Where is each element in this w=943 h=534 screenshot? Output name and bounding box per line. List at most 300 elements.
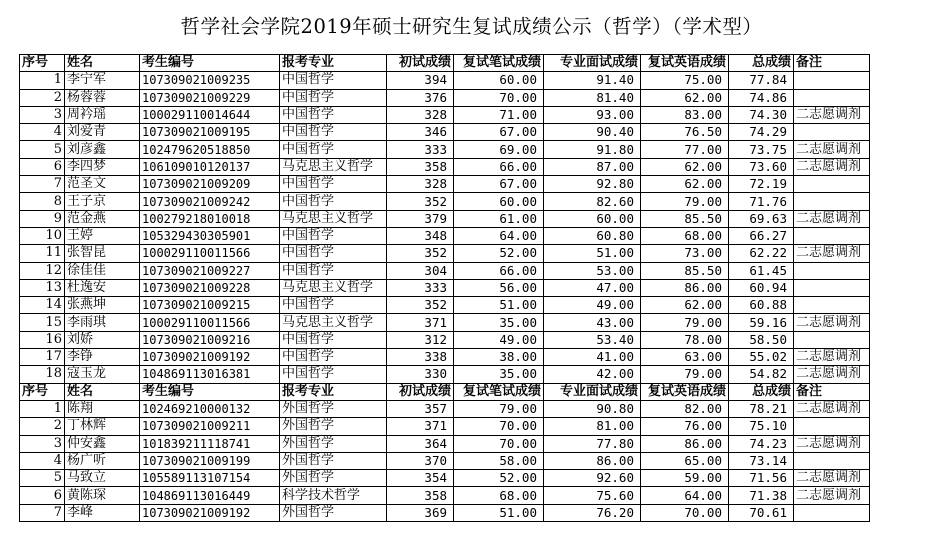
note-cell	[794, 279, 870, 296]
note-cell: 二志愿调剂	[794, 435, 870, 452]
exam-id-cell: 100029110014644	[140, 106, 280, 123]
english-score-cell: 62.00	[641, 176, 729, 193]
name-cell: 李宁军	[65, 72, 140, 89]
table-row	[20, 106, 870, 123]
total-score-cell: 74.30	[729, 106, 794, 123]
english-score-cell: 79.00	[641, 193, 729, 210]
total-score-cell: 66.27	[729, 227, 794, 244]
column-header: 考生编号	[140, 55, 280, 72]
column-header: 复试笔试成绩	[454, 55, 544, 72]
note-cell	[794, 227, 870, 244]
written-score-cell: 58.00	[454, 452, 544, 469]
major-cell: 中国哲学	[280, 349, 387, 366]
total-score-cell: 75.10	[729, 418, 794, 435]
prelim-score-cell: 328	[387, 176, 454, 193]
name-cell: 王子京	[65, 193, 140, 210]
column-header: 初试成绩	[387, 55, 454, 72]
written-score-cell: 66.00	[454, 158, 544, 175]
written-score-cell: 60.00	[454, 193, 544, 210]
table-row	[20, 141, 870, 158]
exam-id-cell: 107309021009216	[140, 331, 280, 348]
interview-score-cell: 60.80	[544, 227, 641, 244]
interview-score-cell: 92.80	[544, 176, 641, 193]
name-cell: 刘爱青	[65, 124, 140, 141]
english-score-cell: 79.00	[641, 314, 729, 331]
major-cell: 中国哲学	[280, 89, 387, 106]
major-cell: 马克思主义哲学	[280, 279, 387, 296]
table-row	[20, 349, 870, 366]
name-cell: 马致立	[65, 470, 140, 487]
table-row	[20, 452, 870, 469]
column-header: 备注	[794, 383, 870, 400]
exam-id-cell: 100029110011566	[140, 245, 280, 262]
note-cell: 二志愿调剂	[794, 349, 870, 366]
exam-id-cell: 107309021009211	[140, 418, 280, 435]
seq-cell: 4	[20, 452, 65, 469]
interview-score-cell: 91.80	[544, 141, 641, 158]
major-cell: 中国哲学	[280, 262, 387, 279]
major-cell: 中国哲学	[280, 124, 387, 141]
english-score-cell: 78.00	[641, 331, 729, 348]
english-score-cell: 65.00	[641, 452, 729, 469]
english-score-cell: 70.00	[641, 504, 729, 521]
column-header: 复试英语成绩	[641, 383, 729, 400]
prelim-score-cell: 376	[387, 89, 454, 106]
total-score-cell: 58.50	[729, 331, 794, 348]
name-cell: 丁林辉	[65, 418, 140, 435]
written-score-cell: 52.00	[454, 245, 544, 262]
written-score-cell: 67.00	[454, 124, 544, 141]
seq-cell: 3	[20, 106, 65, 123]
table-row	[20, 470, 870, 487]
written-score-cell: 35.00	[454, 366, 544, 383]
column-header: 复试笔试成绩	[454, 383, 544, 400]
note-cell	[794, 176, 870, 193]
seq-cell: 8	[20, 193, 65, 210]
major-cell: 中国哲学	[280, 227, 387, 244]
prelim-score-cell: 364	[387, 435, 454, 452]
major-cell: 外国哲学	[280, 418, 387, 435]
english-score-cell: 82.00	[641, 400, 729, 417]
major-cell: 中国哲学	[280, 193, 387, 210]
name-cell: 陈翔	[65, 400, 140, 417]
english-score-cell: 64.00	[641, 487, 729, 504]
total-score-cell: 71.38	[729, 487, 794, 504]
seq-cell: 6	[20, 487, 65, 504]
name-cell: 范金燕	[65, 210, 140, 227]
english-score-cell: 86.00	[641, 435, 729, 452]
seq-cell: 4	[20, 124, 65, 141]
exam-id-cell: 102469210000132	[140, 400, 280, 417]
seq-cell: 6	[20, 158, 65, 175]
table-header-row	[20, 383, 870, 400]
exam-id-cell: 107309021009235	[140, 72, 280, 89]
exam-id-cell: 101839211118741	[140, 435, 280, 452]
written-score-cell: 35.00	[454, 314, 544, 331]
exam-id-cell: 107309021009227	[140, 262, 280, 279]
seq-cell: 9	[20, 210, 65, 227]
exam-id-cell: 104869113016381	[140, 366, 280, 383]
total-score-cell: 60.88	[729, 297, 794, 314]
table-row	[20, 487, 870, 504]
note-cell: 二志愿调剂	[794, 400, 870, 417]
name-cell: 仲安鑫	[65, 435, 140, 452]
table-row	[20, 72, 870, 89]
exam-id-cell: 107309021009195	[140, 124, 280, 141]
english-score-cell: 62.00	[641, 89, 729, 106]
interview-score-cell: 90.80	[544, 400, 641, 417]
written-score-cell: 49.00	[454, 331, 544, 348]
prelim-score-cell: 352	[387, 245, 454, 262]
prelim-score-cell: 370	[387, 452, 454, 469]
exam-id-cell: 107309021009199	[140, 452, 280, 469]
table-row	[20, 158, 870, 175]
total-score-cell: 61.45	[729, 262, 794, 279]
table-row	[20, 89, 870, 106]
name-cell: 李铮	[65, 349, 140, 366]
total-score-cell: 74.23	[729, 435, 794, 452]
major-cell: 中国哲学	[280, 176, 387, 193]
note-cell	[794, 504, 870, 521]
total-score-cell: 73.75	[729, 141, 794, 158]
total-score-cell: 60.94	[729, 279, 794, 296]
prelim-score-cell: 379	[387, 210, 454, 227]
english-score-cell: 79.00	[641, 366, 729, 383]
major-cell: 马克思主义哲学	[280, 210, 387, 227]
exam-id-cell: 107309021009192	[140, 504, 280, 521]
name-cell: 范圣文	[65, 176, 140, 193]
written-score-cell: 56.00	[454, 279, 544, 296]
interview-score-cell: 49.00	[544, 297, 641, 314]
seq-cell: 5	[20, 141, 65, 158]
name-cell: 黄陈琛	[65, 487, 140, 504]
prelim-score-cell: 357	[387, 400, 454, 417]
prelim-score-cell: 333	[387, 141, 454, 158]
major-cell: 中国哲学	[280, 72, 387, 89]
major-cell: 马克思主义哲学	[280, 158, 387, 175]
column-header: 报考专业	[280, 55, 387, 72]
column-header: 专业面试成绩	[544, 55, 641, 72]
english-score-cell: 73.00	[641, 245, 729, 262]
column-header: 姓名	[65, 383, 140, 400]
name-cell: 徐佳佳	[65, 262, 140, 279]
interview-score-cell: 86.00	[544, 452, 641, 469]
name-cell: 周衿瑶	[65, 106, 140, 123]
interview-score-cell: 42.00	[544, 366, 641, 383]
table-row	[20, 210, 870, 227]
note-cell: 二志愿调剂	[794, 366, 870, 383]
english-score-cell: 62.00	[641, 158, 729, 175]
written-score-cell: 64.00	[454, 227, 544, 244]
note-cell: 二志愿调剂	[794, 141, 870, 158]
total-score-cell: 54.82	[729, 366, 794, 383]
name-cell: 杜逸安	[65, 279, 140, 296]
table-row	[20, 245, 870, 262]
seq-cell: 15	[20, 314, 65, 331]
name-cell: 李四梦	[65, 158, 140, 175]
name-cell: 刘娇	[65, 331, 140, 348]
note-cell	[794, 452, 870, 469]
written-score-cell: 51.00	[454, 297, 544, 314]
table-row	[20, 297, 870, 314]
note-cell: 二志愿调剂	[794, 487, 870, 504]
exam-id-cell: 107309021009229	[140, 89, 280, 106]
english-score-cell: 75.00	[641, 72, 729, 89]
seq-cell: 17	[20, 349, 65, 366]
column-header: 报考专业	[280, 383, 387, 400]
major-cell: 中国哲学	[280, 141, 387, 158]
interview-score-cell: 77.80	[544, 435, 641, 452]
prelim-score-cell: 358	[387, 158, 454, 175]
seq-cell: 1	[20, 400, 65, 417]
interview-score-cell: 82.60	[544, 193, 641, 210]
total-score-cell: 59.16	[729, 314, 794, 331]
prelim-score-cell: 328	[387, 106, 454, 123]
interview-score-cell: 60.00	[544, 210, 641, 227]
total-score-cell: 69.63	[729, 210, 794, 227]
prelim-score-cell: 352	[387, 297, 454, 314]
english-score-cell: 83.00	[641, 106, 729, 123]
note-cell: 二志愿调剂	[794, 245, 870, 262]
exam-id-cell: 106109010120137	[140, 158, 280, 175]
column-header: 初试成绩	[387, 383, 454, 400]
total-score-cell: 71.76	[729, 193, 794, 210]
english-score-cell: 77.00	[641, 141, 729, 158]
written-score-cell: 70.00	[454, 89, 544, 106]
interview-score-cell: 51.00	[544, 245, 641, 262]
table-row	[20, 504, 870, 521]
major-cell: 外国哲学	[280, 470, 387, 487]
major-cell: 外国哲学	[280, 435, 387, 452]
total-score-cell: 62.22	[729, 245, 794, 262]
note-cell	[794, 331, 870, 348]
major-cell: 中国哲学	[280, 297, 387, 314]
major-cell: 外国哲学	[280, 452, 387, 469]
name-cell: 杨广听	[65, 452, 140, 469]
column-header: 姓名	[65, 55, 140, 72]
table-row	[20, 418, 870, 435]
interview-score-cell: 47.00	[544, 279, 641, 296]
table-body	[20, 55, 870, 522]
prelim-score-cell: 330	[387, 366, 454, 383]
written-score-cell: 79.00	[454, 400, 544, 417]
column-header: 考生编号	[140, 383, 280, 400]
exam-id-cell: 107309021009215	[140, 297, 280, 314]
written-score-cell: 60.00	[454, 72, 544, 89]
interview-score-cell: 76.20	[544, 504, 641, 521]
table-row	[20, 262, 870, 279]
table-row	[20, 176, 870, 193]
interview-score-cell: 81.00	[544, 418, 641, 435]
seq-cell: 18	[20, 366, 65, 383]
total-score-cell: 70.61	[729, 504, 794, 521]
english-score-cell: 63.00	[641, 349, 729, 366]
seq-cell: 13	[20, 279, 65, 296]
table-row	[20, 279, 870, 296]
interview-score-cell: 91.40	[544, 72, 641, 89]
written-score-cell: 69.00	[454, 141, 544, 158]
column-header: 序号	[20, 55, 65, 72]
prelim-score-cell: 304	[387, 262, 454, 279]
written-score-cell: 67.00	[454, 176, 544, 193]
written-score-cell: 38.00	[454, 349, 544, 366]
prelim-score-cell: 371	[387, 314, 454, 331]
prelim-score-cell: 352	[387, 193, 454, 210]
name-cell: 刘彦鑫	[65, 141, 140, 158]
interview-score-cell: 41.00	[544, 349, 641, 366]
major-cell: 中国哲学	[280, 331, 387, 348]
name-cell: 李雨琪	[65, 314, 140, 331]
note-cell: 二志愿调剂	[794, 314, 870, 331]
column-header: 总成绩	[729, 383, 794, 400]
written-score-cell: 71.00	[454, 106, 544, 123]
name-cell: 杨蓉蓉	[65, 89, 140, 106]
column-header: 总成绩	[729, 55, 794, 72]
note-cell	[794, 418, 870, 435]
major-cell: 外国哲学	[280, 504, 387, 521]
english-score-cell: 76.00	[641, 418, 729, 435]
written-score-cell: 66.00	[454, 262, 544, 279]
prelim-score-cell: 312	[387, 331, 454, 348]
interview-score-cell: 93.00	[544, 106, 641, 123]
english-score-cell: 59.00	[641, 470, 729, 487]
note-cell	[794, 124, 870, 141]
prelim-score-cell: 338	[387, 349, 454, 366]
table-row	[20, 314, 870, 331]
seq-cell: 7	[20, 504, 65, 521]
table-row	[20, 227, 870, 244]
name-cell: 李峰	[65, 504, 140, 521]
column-header: 序号	[20, 383, 65, 400]
written-score-cell: 70.00	[454, 418, 544, 435]
major-cell: 中国哲学	[280, 106, 387, 123]
exam-id-cell: 105589113107154	[140, 470, 280, 487]
note-cell: 二志愿调剂	[794, 470, 870, 487]
seq-cell: 10	[20, 227, 65, 244]
seq-cell: 5	[20, 470, 65, 487]
interview-score-cell: 87.00	[544, 158, 641, 175]
exam-id-cell: 107309021009242	[140, 193, 280, 210]
prelim-score-cell: 369	[387, 504, 454, 521]
note-cell: 二志愿调剂	[794, 210, 870, 227]
written-score-cell: 68.00	[454, 487, 544, 504]
seq-cell: 14	[20, 297, 65, 314]
total-score-cell: 77.84	[729, 72, 794, 89]
english-score-cell: 76.50	[641, 124, 729, 141]
prelim-score-cell: 354	[387, 470, 454, 487]
table-header-row	[20, 55, 870, 72]
table-row	[20, 435, 870, 452]
exam-id-cell: 105329430305901	[140, 227, 280, 244]
total-score-cell: 73.60	[729, 158, 794, 175]
interview-score-cell: 53.00	[544, 262, 641, 279]
interview-score-cell: 43.00	[544, 314, 641, 331]
column-header: 专业面试成绩	[544, 383, 641, 400]
seq-cell: 2	[20, 418, 65, 435]
exam-id-cell: 100029110011566	[140, 314, 280, 331]
prelim-score-cell: 348	[387, 227, 454, 244]
table-row	[20, 193, 870, 210]
note-cell	[794, 89, 870, 106]
total-score-cell: 55.02	[729, 349, 794, 366]
name-cell: 王婷	[65, 227, 140, 244]
name-cell: 寇玉龙	[65, 366, 140, 383]
total-score-cell: 72.19	[729, 176, 794, 193]
table-row	[20, 366, 870, 383]
column-header: 备注	[794, 55, 870, 72]
english-score-cell: 62.00	[641, 297, 729, 314]
interview-score-cell: 92.60	[544, 470, 641, 487]
exam-id-cell: 102479620518850	[140, 141, 280, 158]
exam-id-cell: 107309021009192	[140, 349, 280, 366]
column-header: 复试英语成绩	[641, 55, 729, 72]
table-row	[20, 124, 870, 141]
major-cell: 科学技术哲学	[280, 487, 387, 504]
major-cell: 中国哲学	[280, 245, 387, 262]
interview-score-cell: 53.40	[544, 331, 641, 348]
major-cell: 中国哲学	[280, 366, 387, 383]
exam-id-cell: 107309021009209	[140, 176, 280, 193]
total-score-cell: 74.86	[729, 89, 794, 106]
note-cell: 二志愿调剂	[794, 158, 870, 175]
prelim-score-cell: 346	[387, 124, 454, 141]
name-cell: 张智昆	[65, 245, 140, 262]
interview-score-cell: 81.40	[544, 89, 641, 106]
english-score-cell: 85.50	[641, 210, 729, 227]
exam-id-cell: 107309021009228	[140, 279, 280, 296]
english-score-cell: 68.00	[641, 227, 729, 244]
total-score-cell: 78.21	[729, 400, 794, 417]
seq-cell: 11	[20, 245, 65, 262]
written-score-cell: 61.00	[454, 210, 544, 227]
seq-cell: 12	[20, 262, 65, 279]
written-score-cell: 70.00	[454, 435, 544, 452]
exam-id-cell: 100279218010018	[140, 210, 280, 227]
page-title: 哲学社会学院2019年硕士研究生复试成绩公示（哲学）（学术型）	[180, 15, 763, 38]
note-cell: 二志愿调剂	[794, 106, 870, 123]
seq-cell: 2	[20, 89, 65, 106]
seq-cell: 7	[20, 176, 65, 193]
interview-score-cell: 90.40	[544, 124, 641, 141]
english-score-cell: 85.50	[641, 262, 729, 279]
seq-cell: 1	[20, 72, 65, 89]
prelim-score-cell: 358	[387, 487, 454, 504]
total-score-cell: 71.56	[729, 470, 794, 487]
note-cell	[794, 72, 870, 89]
written-score-cell: 52.00	[454, 470, 544, 487]
note-cell	[794, 262, 870, 279]
note-cell	[794, 193, 870, 210]
note-cell	[794, 297, 870, 314]
table-row	[20, 400, 870, 417]
total-score-cell: 73.14	[729, 452, 794, 469]
major-cell: 外国哲学	[280, 400, 387, 417]
prelim-score-cell: 333	[387, 279, 454, 296]
table-row	[20, 331, 870, 348]
total-score-cell: 74.29	[729, 124, 794, 141]
english-score-cell: 86.00	[641, 279, 729, 296]
major-cell: 马克思主义哲学	[280, 314, 387, 331]
interview-score-cell: 75.60	[544, 487, 641, 504]
exam-id-cell: 104869113016449	[140, 487, 280, 504]
written-score-cell: 51.00	[454, 504, 544, 521]
score-table	[19, 54, 870, 522]
name-cell: 张燕坤	[65, 297, 140, 314]
seq-cell: 16	[20, 331, 65, 348]
prelim-score-cell: 394	[387, 72, 454, 89]
prelim-score-cell: 371	[387, 418, 454, 435]
seq-cell: 3	[20, 435, 65, 452]
